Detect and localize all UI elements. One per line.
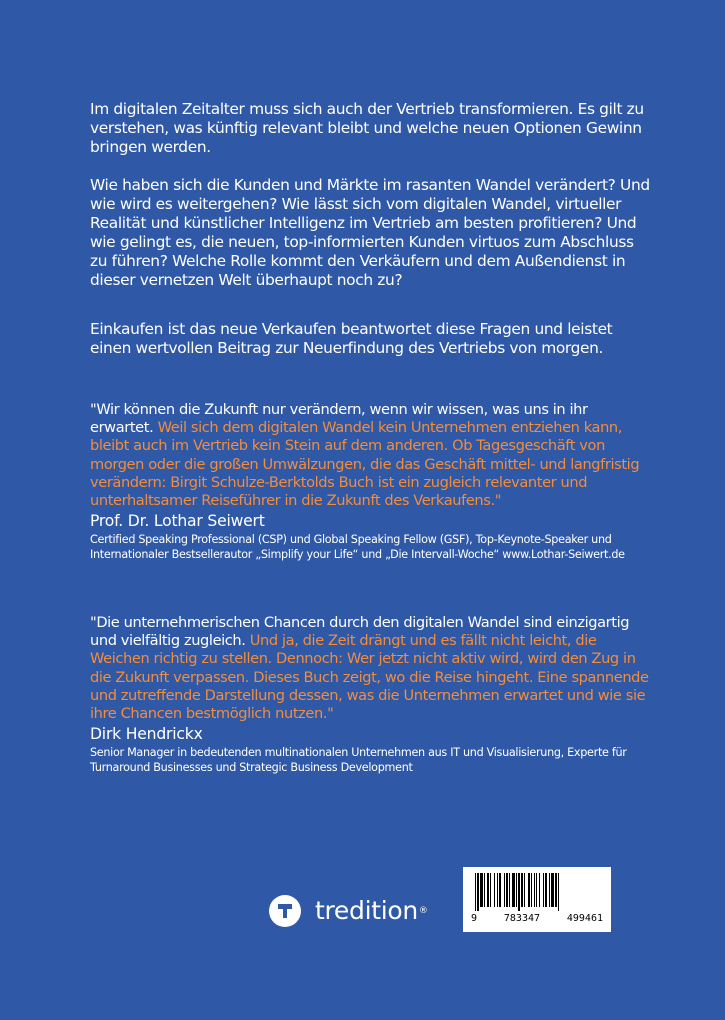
testimonial-quote (90, 614, 650, 723)
barcode-bar (480, 873, 483, 907)
barcode-bar (518, 873, 520, 911)
barcode-bar (543, 873, 544, 907)
quote-highlight-text: Und ja, die Zeit drängt und es fällt nicht leicht, die Weichen richtig zu stellen. Dennoch: Wer jetzt nicht aktiv wird, wird den Zug in die Zukunft verpassen. Dieses Buch zeigt, wo die Reise hingeht. Eine spannende und zutreffende Darstellung dessen, was die Unternehmen erwartet und wie sie ihre Chancen bestmöglich nutzen." (90, 632, 649, 723)
barcode-bar (551, 873, 554, 907)
quote-white-text: "Wir können die Zukunft nur verändern, wenn wir wissen, was uns in ihr erwartet. (90, 401, 588, 437)
quote-white-text: "Die unternehmerischen Chancen durch den digitalen Wandel sind einzigartig und vielfältig zugleich. (90, 614, 630, 650)
barcode-bars (471, 873, 603, 911)
intro-paragraph-3: Einkaufen ist das neue Verkaufen beantwortet diese Fragen und leistet einen wertvollen Beitrag zur Neuerfindung des Vertriebs von morgen. (90, 320, 613, 357)
barcode-bar (475, 873, 476, 911)
testimonial-author: Prof. Dr. Lothar Seiwert (90, 512, 265, 531)
barcode-bar (531, 873, 532, 907)
barcode-bar (477, 873, 479, 911)
barcode-digits (471, 913, 603, 925)
barcode-bar (524, 873, 525, 907)
intro-paragraph-1: Im digitalen Zeitalter muss sich auch der Vertrieb transformieren. Es gilt zu verstehen, was künftig relevant bleibt und welche neuen Optionen Gewinn bringen werden. (90, 100, 644, 156)
testimonial-author: Dirk Hendrickx (90, 725, 203, 744)
barcode-bar (555, 873, 557, 907)
barcode-bar (516, 873, 517, 907)
testimonial-hendrickx (90, 614, 650, 775)
barcode-bar (494, 873, 495, 907)
barcode-bar (512, 873, 515, 907)
barcode-bar (521, 873, 523, 907)
barcode-bar (539, 873, 540, 907)
barcode-bar (490, 873, 491, 907)
barcode-bar (528, 873, 530, 907)
tredition-logo-icon (269, 895, 301, 927)
testimonial-seiwert (90, 401, 650, 562)
barcode-bar (534, 873, 535, 907)
barcode-bar (506, 873, 508, 907)
barcode-bar (499, 873, 501, 907)
publisher-name: tredition® (315, 896, 428, 925)
barcode-digit-group-left: 783347 (503, 913, 541, 924)
quote-highlight-text: Weil sich dem digitalen Wandel kein Unternehmen entziehen kann, bleibt auch im Vertrieb kein Stein auf dem anderen. Ob Tagesgeschäft von morgen oder die großen Umwälzungen, die das Geschäft mittel- und langfristig verändern: Birgit Schulze-Berktolds Buch ist ein zugleich relevanter und unterhaltsamer Reiseführer in die Zukunft des Verkaufens." (90, 419, 640, 510)
barcode-bar (487, 873, 489, 907)
barcode-bar (545, 873, 547, 907)
publisher-logo (269, 895, 428, 927)
barcode-bar (549, 873, 550, 907)
isbn-barcode (463, 867, 611, 932)
intro-paragraph-2: Wie haben sich die Kunden und Märkte im rasanten Wandel verändert? Und wie wird es weitergehen? Wie lässt sich vom digitalen Wandel, virtueller Realität und künstlicher Intelligenz im Vertrieb am besten profitieren? Und wie gelingt es, die neuen, top-informierten Kunden virtuos zum Abschluss zu führen? Welche Rolle kommt den Verkäufern und dem Außendienst in dieser vernetzen Welt überhaupt noch zu? (90, 176, 650, 289)
barcode-bar (509, 873, 510, 907)
barcode-digit-group-right: 499461 (566, 913, 603, 924)
barcode-bar (558, 873, 559, 911)
testimonial-author-bio: Senior Manager in bedeutenden multinationalen Unternehmen aus IT und Visualisierung, Experte für Turnaround Businesses und Strategic Business Development (90, 746, 627, 775)
barcode-bar (536, 873, 537, 907)
barcode-bar (484, 873, 485, 907)
barcode-bar (504, 873, 505, 907)
barcode-digit-prefix: 9 (471, 913, 478, 924)
barcode-bar (497, 873, 498, 907)
testimonial-quote (90, 401, 650, 510)
testimonial-author-bio: Certified Speaking Professional (CSP) und Global Speaking Fellow (GSF), Top-Keynote-Speaker und Internationaler Bestsellerautor „Simplify your Life“ und „Die Intervall-Woche“ www.Lothar-Seiwert.de (90, 533, 625, 562)
